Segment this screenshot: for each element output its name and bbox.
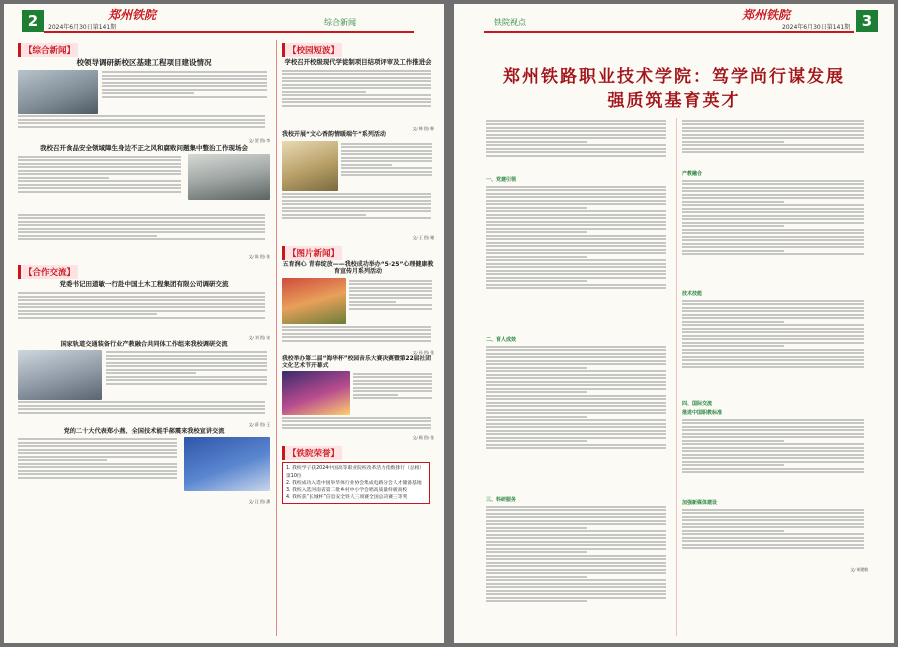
headline-line-2: 强质筑基育英才 bbox=[607, 91, 741, 111]
subheading: 产教融合 bbox=[682, 171, 703, 177]
article-title: 校领导调研新校区基建工程项目建设情况 bbox=[76, 58, 212, 67]
subheading: 二、育人成效 bbox=[486, 337, 517, 343]
byline: 文/ 陈 图/ 张 bbox=[248, 254, 270, 260]
article-body bbox=[282, 191, 434, 235]
article-photo bbox=[18, 70, 98, 114]
byline: 文/ 贺 图/ 李 bbox=[248, 137, 270, 143]
column-divider bbox=[276, 40, 277, 636]
issue-date: 2024年6月30日第141期 bbox=[782, 24, 851, 31]
article-photo bbox=[282, 141, 338, 191]
byline: 文/ 薛 图/ 王 bbox=[248, 421, 270, 427]
article-body bbox=[18, 212, 270, 254]
honor-item: 3. 我校入选河南省第二批乡村中小学会唱高质量样板高校 bbox=[286, 487, 408, 493]
article-title: 五育润心 青春绽放——我校成功举办“5·25”心理健康教育宣传月系列活动 bbox=[282, 261, 434, 276]
article-body bbox=[486, 184, 670, 334]
article-title: 党委书记田道敏一行赴中国土木工程集团有限公司调研交流 bbox=[59, 280, 229, 289]
page-masthead bbox=[4, 4, 444, 36]
article-body bbox=[486, 118, 670, 174]
left-side-column bbox=[282, 38, 434, 638]
right-column-b bbox=[682, 118, 868, 638]
subheading: 四、国际交流 bbox=[682, 401, 713, 407]
section-label: 【铁院荣誉】 bbox=[282, 446, 342, 460]
section-label: 【图片新闻】 bbox=[282, 246, 342, 260]
byline: 文/ 孙 图/ 张 bbox=[412, 350, 434, 356]
honor-item: 2. 我校成功入选中国举华体行业协会集成电路分会人才储备基地 bbox=[286, 480, 422, 486]
article-body bbox=[682, 507, 868, 567]
article-body bbox=[106, 350, 270, 400]
article-body bbox=[18, 114, 270, 138]
article-body bbox=[349, 278, 434, 324]
article-body bbox=[682, 298, 868, 398]
subheading: 推进中国职教标准 bbox=[682, 410, 723, 416]
subheading: 三、科研服务 bbox=[486, 497, 517, 503]
byline: 文/ 顾 图/ 张 bbox=[412, 435, 434, 441]
headline-line-1: 郑州铁路职业技术学院：笃学尚行谋发展 bbox=[503, 67, 845, 87]
article-body bbox=[486, 344, 670, 494]
article-title: 党的二十大代表郑小燕、全国技术能手郝震来我校宣讲交流 bbox=[63, 427, 225, 435]
article-body bbox=[682, 417, 868, 497]
issue-date: 2024年6月30日第141期 bbox=[48, 24, 117, 31]
article-photo bbox=[188, 154, 270, 200]
article-photo bbox=[184, 437, 270, 491]
article-body bbox=[282, 68, 434, 126]
right-column-a bbox=[486, 118, 670, 638]
byline: 文/ 胡建敏 bbox=[850, 567, 868, 572]
subheading: 技术技能 bbox=[682, 291, 703, 297]
article-title: 国家轨道交通装备行业产教融合共同体工作组来我校调研交流 bbox=[60, 340, 228, 348]
section-label: 【合作交流】 bbox=[18, 265, 78, 279]
article-title: 我校召开食品安全领域障生身边不正之风和腐败问题集中整治工作现场会 bbox=[40, 143, 248, 152]
honors-box bbox=[282, 462, 430, 504]
article-body bbox=[18, 154, 184, 212]
article-body bbox=[282, 324, 434, 350]
section-name: 铁院视点 bbox=[494, 18, 526, 27]
subheading: 加强新媒体建设 bbox=[682, 500, 718, 506]
page-masthead bbox=[454, 4, 894, 36]
article-body bbox=[682, 178, 868, 288]
header-rule bbox=[44, 31, 414, 33]
section-name: 综合新闻 bbox=[324, 18, 356, 27]
honor-item: 4. 我校获“长城杯”信息安全铁人三项赛全国总决赛三等奖 bbox=[286, 495, 408, 501]
article-body bbox=[18, 400, 270, 422]
column-divider bbox=[676, 118, 677, 636]
byline: 文/ 刘 图/ 宋 bbox=[248, 334, 270, 340]
article-title: 我校举办第二届“海华杯”校园音乐大赛决赛暨第22届社团文化艺术节开幕式 bbox=[282, 356, 432, 369]
article-photo bbox=[18, 350, 102, 400]
article-body bbox=[341, 141, 434, 191]
byline: 文/ 王 图/ 谢 bbox=[412, 235, 434, 241]
article-body bbox=[18, 437, 180, 499]
left-main-column bbox=[18, 38, 270, 638]
article-body bbox=[18, 291, 270, 335]
byline: 文/ 汪 图/ 潘 bbox=[248, 498, 270, 504]
section-label: 【校园短波】 bbox=[282, 43, 342, 57]
article-body bbox=[102, 70, 270, 114]
newspaper-page-left bbox=[4, 4, 444, 643]
newspaper-page-right bbox=[454, 4, 894, 643]
newspaper-logo: 郑州铁院 bbox=[742, 8, 791, 22]
article-body bbox=[486, 504, 670, 638]
article-body bbox=[282, 415, 434, 435]
section-label: 【综合新闻】 bbox=[18, 43, 78, 57]
byline: 文/ 韩 图/ 韩 bbox=[412, 126, 434, 132]
article-title: 我校开展“文心香韵情暖端午”系列活动 bbox=[282, 131, 386, 139]
subheading: 一、党建引领 bbox=[486, 177, 517, 183]
article-photo bbox=[282, 278, 346, 324]
newspaper-logo: 郑州铁院 bbox=[108, 8, 157, 22]
article-body bbox=[353, 371, 434, 415]
article-photo bbox=[282, 371, 350, 415]
article-body bbox=[682, 118, 868, 168]
header-rule bbox=[484, 31, 854, 33]
page-number: 2 bbox=[22, 10, 44, 32]
page-number: 3 bbox=[856, 10, 878, 32]
honor-item: 1. 我校学子获2024中国高等职业院校改革活力指数排行（总榜）第10位 bbox=[286, 466, 425, 479]
article-title: 学校召开校级现代学徒制项目结项评审及工作推进会 bbox=[284, 58, 432, 66]
